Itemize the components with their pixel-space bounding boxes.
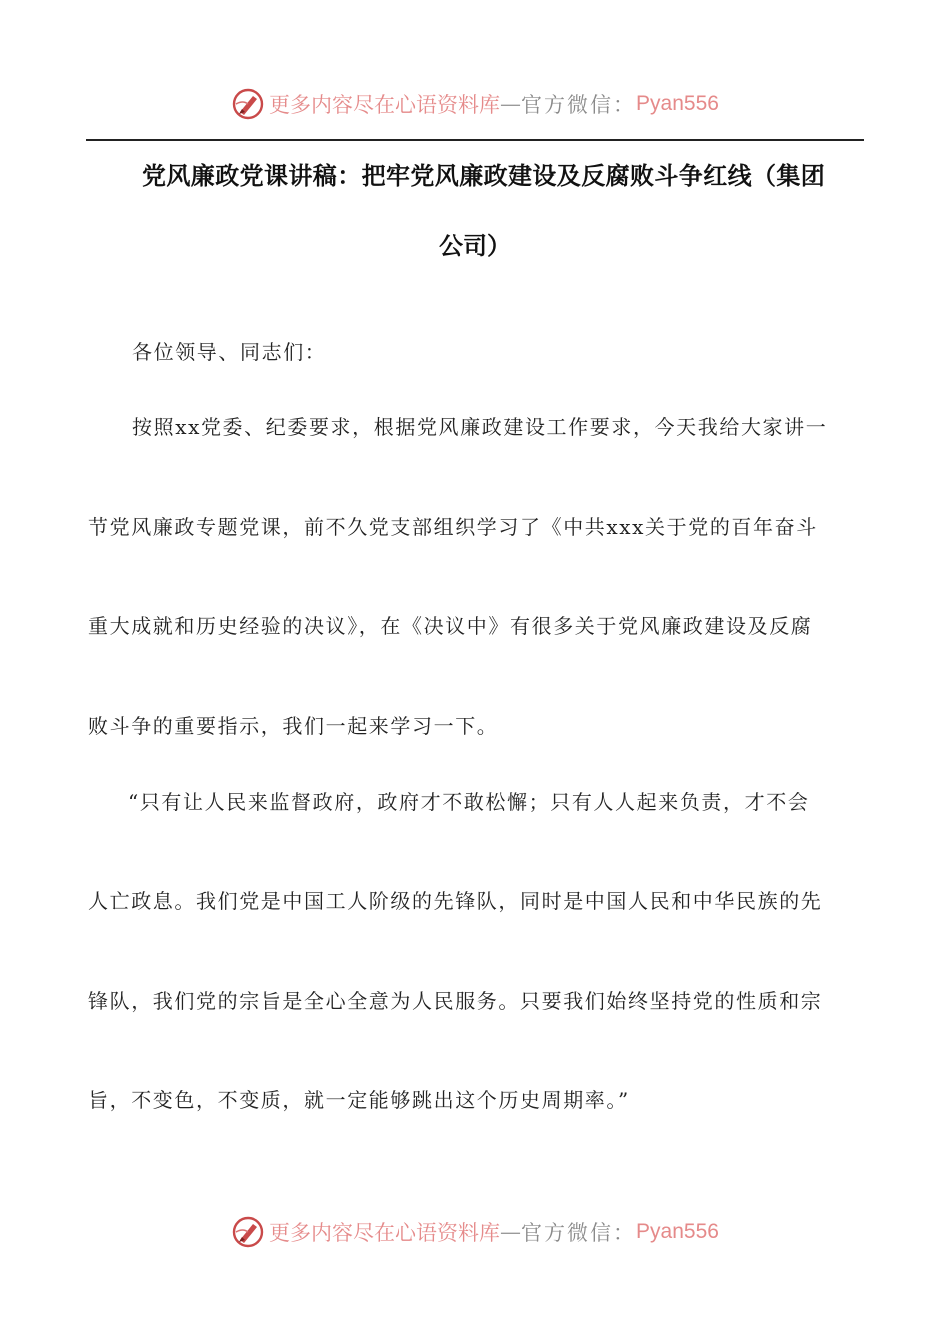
pen-nib-logo-icon (231, 87, 265, 121)
official-wechat-label: 官方微信： (521, 93, 637, 117)
body-line: 节党风廉政专题党课，前不久党支部组织学习了《中共xxx关于党的百年奋斗 (88, 515, 818, 539)
quote-line: 旨，不变色，不变质，就一定能够跳出这个历史周期率。” (88, 1088, 630, 1112)
quote-line: “只有让人民来监督政府，政府才不敢松懈；只有人人起来负责，才不会 (128, 790, 810, 814)
body-line: 败斗争的重要指示，我们一起来学习一下。 (88, 714, 499, 738)
banner-dash: — (500, 1220, 522, 1244)
header-banner (0, 82, 950, 126)
header-divider (86, 139, 864, 141)
wechat-id: Pyan556 (636, 92, 719, 115)
salutation: 各位领导、同志们： (132, 340, 327, 364)
site-name: 更多内容尽在心语资料库 (269, 93, 501, 117)
pen-nib-logo-icon (231, 1215, 265, 1249)
body-line: 重大成就和历史经验的决议》，在《决议中》有很多关于党风廉政建设及反腐 (88, 614, 813, 638)
footer-banner (0, 1210, 950, 1254)
site-name: 更多内容尽在心语资料库 (269, 1221, 501, 1245)
document-title-line-2: 公司） (439, 232, 511, 260)
body-line: 按照xx党委、纪委要求，根据党风廉政建设工作要求，今天我给大家讲一 (132, 415, 828, 439)
document-title-line-1: 党风廉政党课讲稿：把牢党风廉政建设及反腐败斗争红线（集团 (142, 162, 826, 190)
quote-line: 锋队，我们党的宗旨是全心全意为人民服务。只要我们始终坚持党的性质和宗 (88, 989, 823, 1013)
banner-dash: — (500, 92, 522, 116)
official-wechat-label: 官方微信： (521, 1221, 637, 1245)
wechat-id: Pyan556 (636, 1220, 719, 1243)
quote-line: 人亡政息。我们党是中国工人阶级的先锋队，同时是中国人民和中华民族的先 (88, 889, 823, 913)
